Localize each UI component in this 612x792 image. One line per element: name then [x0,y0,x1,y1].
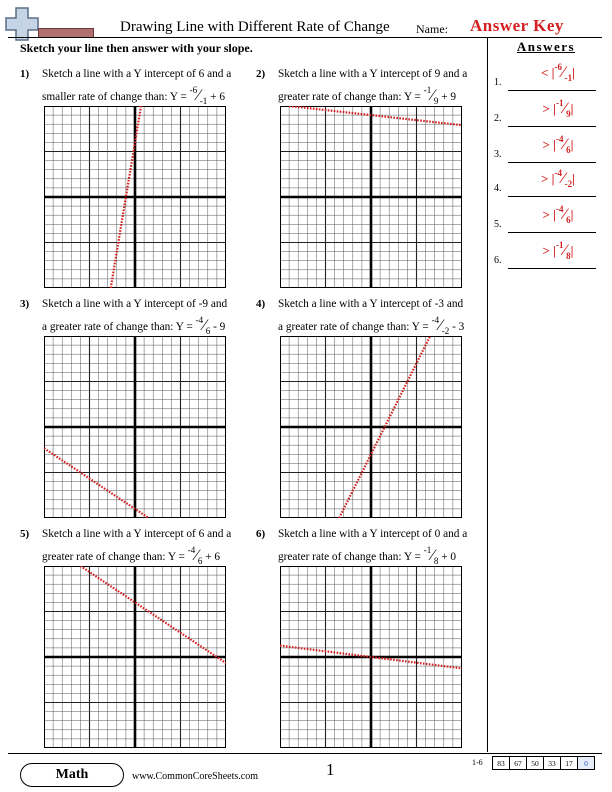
problem-line-2-text: greater rate of change than: Y = [278,91,424,103]
coordinate-grid [280,106,462,288]
problem-line-2-text: a greater rate of change than: Y = [42,321,196,333]
problem-grid [44,566,226,753]
fraction-numerator: -1 [423,545,432,555]
problem-line-1: Sketch a line with a Y intercept of 0 and a [278,528,468,540]
fraction-denominator: -2 [564,179,573,189]
answer-operator: > [542,243,550,258]
problem-equation-tail: + 9 [438,91,457,103]
fraction-denominator: 9 [433,96,439,106]
problem-line-1: Sketch a line with a Y intercept of -9 and [42,298,228,310]
footer-divider [8,753,602,754]
problem-text [42,294,258,338]
fraction-numerator: -4 [556,134,564,144]
problem-line-2-text: a greater rate of change than: Y = [278,321,432,333]
coordinate-grid [44,566,226,748]
fraction-slash: ⁄ [431,547,434,564]
fraction-slash: ⁄ [203,317,206,334]
fraction-slash: ⁄ [563,206,567,223]
name-label: Name: [416,22,448,36]
fraction-numerator: -1 [556,240,564,250]
answer-line [508,196,596,197]
answer-row [494,242,600,272]
problem-number: 5) [20,528,30,540]
answer-value: < $|^{-6}⁄_{-1}|$ [540,62,576,83]
answer-row [494,136,600,166]
answer-number: 6. [494,255,502,266]
fraction-denominator: -2 [441,326,450,336]
problem-line-2 [42,545,258,568]
fraction-denominator: 6 [197,556,203,566]
fraction-slash: ⁄ [195,547,198,564]
score-cell: 83 [493,757,510,770]
problem-grid [44,106,226,293]
problem-text [42,524,258,568]
problem-line-2 [278,315,494,338]
fraction-slash: ⁄ [431,87,434,104]
fraction-denominator: -1 [564,73,573,83]
problem-line-2-text: smaller rate of change than: Y = [42,91,190,103]
answer-line [508,268,596,269]
problem-equation-tail: - 3 [449,321,465,333]
problem-equation-tail: + 6 [207,91,225,103]
fraction-slash: ⁄ [439,317,442,334]
answer-row [494,170,600,200]
fraction-numerator: -6 [554,62,562,72]
score-cell: 50 [527,757,544,770]
answer-number: 1. [494,77,502,88]
fraction-denominator: 8 [566,251,571,261]
score-table [492,756,595,770]
fraction-slash: ⁄ [563,242,567,259]
problem-number: 2) [256,68,266,80]
fraction-denominator: 9 [566,109,571,119]
fraction-slash: ⁄ [563,100,567,117]
fraction-denominator: -1 [199,96,208,106]
fraction-slash: ⁄ [562,170,565,187]
problem-line-2-text: greater rate of change than: Y = [278,551,424,563]
answers-divider [487,38,488,752]
math-badge: Math [20,763,124,787]
sample-line [44,448,149,518]
fraction-slash: ⁄ [197,87,200,104]
answer-line [508,232,596,233]
fraction-denominator: 6 [205,326,211,336]
problem-grid [44,336,226,523]
problem-text [278,524,494,568]
answer-value: > $|^{-4}⁄_6|$ [542,134,574,155]
fraction-numerator: -4 [187,545,196,555]
fraction-numerator: -4 [195,315,204,325]
coordinate-grid [280,336,462,518]
fraction-numerator: -6 [189,85,198,95]
problem-number: 4) [256,298,266,310]
score-cell: 67 [510,757,527,770]
page-number: 1 [326,760,335,779]
problem-line-2-text: greater rate of change than: Y = [42,551,188,563]
answer-operator: < [540,65,549,80]
problem-line-1: Sketch a line with a Y intercept of 6 and a [42,68,232,80]
score-range-label: 1-6 [472,758,483,767]
problem-line-1: Sketch a line with a Y intercept of -3 and [278,298,464,310]
answer-line [508,90,596,91]
problem-line-1: Sketch a line with a Y intercept of 9 and a [278,68,468,80]
website-link[interactable]: www.CommonCoreSheets.com [132,771,259,782]
problem-grid [280,566,462,753]
answer-value: > $|^{-4}⁄_6|$ [542,204,574,225]
problem-text [278,64,494,108]
problem-number: 6) [256,528,266,540]
problem-line-2 [42,315,258,338]
problem-number: 3) [20,298,30,310]
answer-number: 4. [494,183,502,194]
answer-number: 3. [494,149,502,160]
problem-text [42,64,258,108]
problem-line-2 [42,85,258,108]
answer-row [494,100,600,130]
sample-line [289,106,462,125]
answer-operator: > [540,171,549,186]
score-cell: 17 [561,757,578,770]
answer-value: > $|^{-1}⁄_9|$ [542,98,574,119]
problem-grid [280,106,462,293]
instructions: Sketch your line then answer with your slope. [20,41,253,55]
problem-equation-tail: + 6 [202,551,221,563]
problem-text [278,294,494,338]
answer-line [508,162,596,163]
coordinate-grid [280,566,462,748]
answer-row [494,64,600,94]
fraction-slash: ⁄ [563,136,567,153]
page-title: Drawing Line with Different Rate of Change [120,19,390,35]
fraction-denominator: 6 [566,215,571,225]
problem-line-2 [278,545,494,568]
problem-grid [280,336,462,523]
answer-number: 2. [494,113,502,124]
answer-value: > $|^{-1}⁄_8|$ [542,240,574,261]
answer-row [494,206,600,236]
coordinate-grid [44,336,226,518]
answer-number: 5. [494,219,502,230]
fraction-denominator: 8 [433,556,439,566]
fraction-denominator: 6 [566,145,571,155]
answer-operator: > [542,137,550,152]
problem-equation-tail: - 9 [210,321,226,333]
answer-key-label: Answer Key [470,16,564,35]
coordinate-grid [44,106,226,288]
fraction-numerator: -4 [556,204,564,214]
fraction-numerator: -1 [556,98,564,108]
fraction-numerator: -4 [554,168,562,178]
fraction-numerator: -1 [423,85,432,95]
score-cell: 33 [544,757,561,770]
problem-equation-tail: + 0 [438,551,457,563]
answer-value: > $|^{-4}⁄_{-2}|$ [540,168,576,189]
answers-title: Answers [516,39,576,54]
answer-operator: > [542,101,550,116]
header-divider [8,37,602,38]
fraction-slash: ⁄ [562,64,565,81]
problem-number: 1) [20,68,30,80]
problem-line-2 [278,85,494,108]
score-cell: 0 [578,757,595,770]
answer-operator: > [542,207,550,222]
answer-line [508,126,596,127]
fraction-numerator: -4 [431,315,440,325]
problem-line-1: Sketch a line with a Y intercept of 6 and a [42,528,232,540]
